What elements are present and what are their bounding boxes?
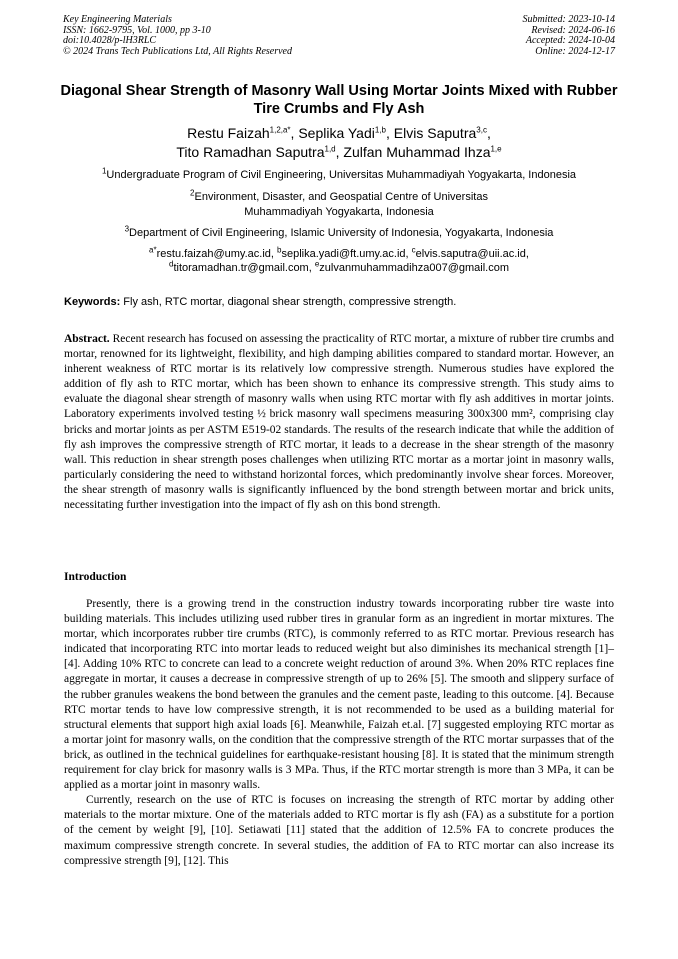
affiliation-text: Department of Civil Engineering, Islamic University of Indonesia, Yogyakarta, Indonesia bbox=[129, 227, 554, 239]
email-link[interactable]: restu.faizah@umy.ac.id, bbox=[156, 248, 278, 260]
journal-copyright: © 2024 Trans Tech Publications Ltd, All Rights Reserved bbox=[63, 45, 292, 57]
email-link[interactable]: elvis.saputra@uii.ac.id, bbox=[415, 248, 529, 260]
date-submitted: Submitted: 2023-10-14 bbox=[522, 14, 615, 25]
affiliation-text-line bbox=[55, 190, 623, 205]
affiliation-text-line: Muhammadiyah Yogyakarta, Indonesia bbox=[244, 205, 434, 218]
journal-header-right bbox=[523, 15, 616, 57]
affiliation-text: Undergraduate Program of Civil Engineering, Universitas Muhammadiyah Yogyakarta, Indonesia bbox=[106, 169, 577, 181]
date-revised: Revised: 2024-06-16 bbox=[531, 24, 615, 36]
date-online: Online: 2024-12-17 bbox=[535, 45, 615, 57]
author-name: Restu Faizah bbox=[187, 125, 270, 141]
journal-header-left bbox=[63, 15, 292, 57]
author-affiliation-mark: 3,c bbox=[476, 125, 487, 135]
affiliation-text: Environment, Disaster, and Geospatial Centre of Universitas bbox=[194, 191, 488, 203]
author-list bbox=[60, 124, 618, 162]
email-mark: c bbox=[411, 245, 416, 255]
paper-title: Diagonal Shear Strength of Masonry Wall Using Mortar Joints Mixed with Rubber Tire Crumbs and Fly Ash bbox=[60, 83, 618, 117]
author-name: Seplika Yadi bbox=[298, 125, 375, 141]
author-affiliation-mark: 1,d bbox=[324, 144, 336, 154]
author-affiliation-mark: 1,2,a* bbox=[269, 125, 291, 135]
affiliation-3 bbox=[55, 226, 623, 241]
author-name: Zulfan Muhammad Ihza bbox=[343, 144, 491, 160]
abstract-text: Recent research has focused on assessing the practicality of RTC mortar, a mixture of rubber tire crumbs and mortar, renowned for its lightweight, flexibility, and high damping abilities compared to standard mortar. However, an inherent weakness of RTC mortar is its relatively low compressive strength. Numerous studies have explored the addition of fly ash to RTC mortar, which has been shown to enhance its compressive strength. This study aims to evaluate the diagonal shear strength of masonry walls when using RTC mortar with fly ash additives in mortar joints. Laboratory experiments involved testing ½ brick masonry wall specimens measuring 300x300 mm², comprising clay bricks and mortar joints as per ASTM E519-02 standards. The results of the research indicate that while the addition of fly ash improves the compressive strength of RTC mortar, it leads to a decrease in the shear strength of the masonry wall. This reduction in shear strength poses challenges when utilizing RTC mortar as a mortar joint in masonry walls, particularly considering the need to withstand horizontal forces, which predominantly involve shear forces. Moreover, the shear strength of masonry walls is significantly influenced by the bond strength between mortar and brick units, necessitating further investigation into the impact of fly ash on this bond strength. bbox=[64, 333, 614, 512]
section-heading-introduction: Introduction bbox=[64, 571, 127, 583]
journal-issn: ISSN: 1662-9795, Vol. 1000, pp 3-10 bbox=[63, 24, 211, 36]
abstract-label: Abstract. bbox=[64, 333, 110, 345]
author-line-1: Restu Faizah$^{1,2,a*}$, Seplika Yadi$^{1,b}$, Elvis Saputra$^{3,c}$, bbox=[187, 125, 491, 141]
email-mark: d bbox=[169, 259, 174, 269]
journal-name: Key Engineering Materials bbox=[63, 14, 172, 25]
author-name: Tito Ramadhan Saputra bbox=[176, 144, 325, 160]
affiliation-mark: 3 bbox=[124, 224, 130, 234]
author-affiliation-mark: 1,e bbox=[490, 144, 502, 154]
paragraph: Currently, research on the use of RTC is focuses on increasing the strength of RTC mortar by adding other materials to the mortar mixture. One of the materials added to RTC mortar is fly ash (FA) as a substitute for a portion of the cement by weight [9], [10]. Setiawati [11] stated that the addition of 12.5% FA to concrete produces the maximum compressive strength concrete. In several studies, the addition of FA to RTC mortar can also increase its compressive strength [9], [12]. This bbox=[64, 794, 614, 867]
email-link[interactable]: titoramadhan.tr@gmail.com, bbox=[173, 262, 315, 274]
keywords-label: Keywords: bbox=[64, 296, 121, 308]
email-line-2 bbox=[55, 261, 623, 275]
journal-doi: doi:10.4028/p-lH3RLC bbox=[63, 35, 157, 46]
paragraph: Presently, there is a growing trend in the construction industry towards incorporating rubber tire waste into building materials. This includes utilizing used rubber tires in granular form as an ingredient in mortar mixtures. The mortar, which incorporates rubber tire crumbs (RTC), is commonly referred to as RTC mortar. Previous research has indicated that incorporating RTC into mortar leads to reduced weight but also diminishes its mechanical strength [1]–[4]. Adding 10% RTC to concrete can lead to a concrete weight reduction of around 3%. When 20% RTC replaces fine aggregate in mortar, it causes a decrease in compressive strength of up to 26% [5]. The smooth and slippery surface of the rubber granules weakens the bond between the granules and the cement paste, leading to this outcome. [4]. Because RTC mortar tends to have low compressive strength, it is not recommended to be used as a building material for structural elements that support high axial loads [6]. Meanwhile, Faizah et.al. [7] suggested employing RTC mortar as a mortar joint for masonry walls, on the condition that the compressive strength of the RTC mortar surpasses that of the brick, as outlined in the technical guidelines for earthquake-resistant housing [8]. It is stated that the minimum strength requirement for clay brick for masonry walls is 3 MPa. Thus, if the RTC mortar strength is more than 3 MPa, it can be applied as a mortar joint in masonry walls. bbox=[64, 598, 614, 792]
email-line-1 bbox=[55, 247, 623, 261]
date-accepted: Accepted: 2024-10-04 bbox=[525, 35, 615, 46]
author-name: Elvis Saputra bbox=[393, 125, 477, 141]
keywords bbox=[64, 295, 616, 309]
author-line-2: Tito Ramadhan Saputra$^{1,d}$, Zulfan Muhammad Ihza$^{1,e}$ bbox=[176, 144, 502, 160]
affiliation-mark: 1 bbox=[101, 166, 107, 176]
email-mark: e bbox=[314, 259, 320, 269]
email-link[interactable]: seplika.yadi@ft.umy.ac.id, bbox=[281, 248, 412, 260]
affiliation-2 bbox=[55, 190, 623, 219]
affiliation-1 bbox=[55, 168, 623, 183]
abstract bbox=[64, 332, 614, 513]
author-affiliation-mark: 1,b bbox=[374, 125, 386, 135]
author-emails bbox=[55, 247, 623, 275]
email-mark: b bbox=[277, 245, 282, 255]
keywords-text: Fly ash, RTC mortar, diagonal shear strength, compressive strength. bbox=[120, 296, 457, 308]
email-link[interactable]: zulvanmuhammadihza007@gmail.com bbox=[319, 262, 509, 274]
affiliation-mark: 2 bbox=[190, 188, 195, 198]
email-mark: a* bbox=[149, 245, 157, 255]
introduction-body bbox=[64, 597, 614, 869]
